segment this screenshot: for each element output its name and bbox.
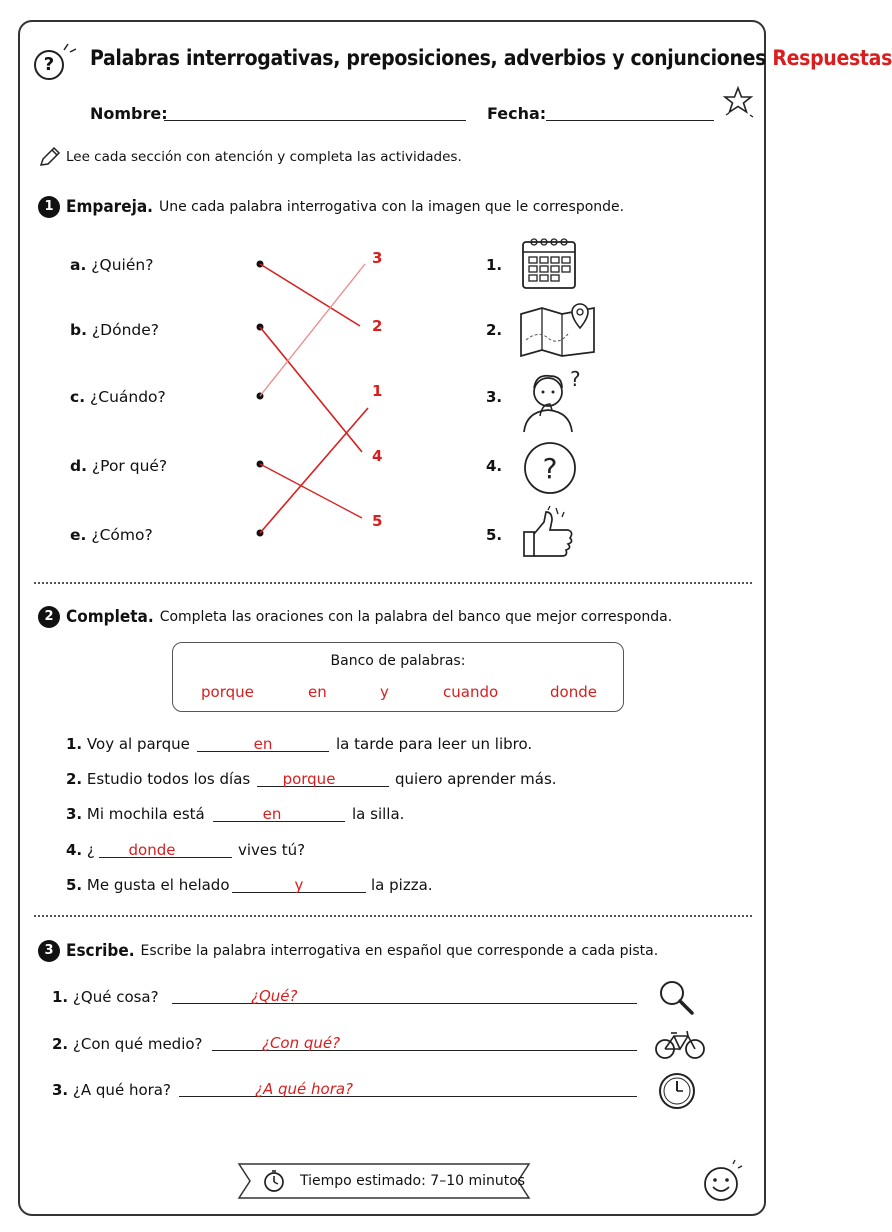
sentence-end: la tarde para leer un libro.	[336, 735, 533, 753]
blank-answer: y	[294, 876, 304, 894]
magnifier-icon	[656, 978, 696, 1018]
star-icon	[722, 84, 756, 118]
sentence-4: 4. ¿	[66, 841, 95, 859]
bank-word: y	[380, 683, 389, 701]
section1-heading	[38, 196, 624, 218]
question-mark-icon	[522, 440, 578, 496]
footer-text: Tiempo estimado: 7–10 minutos	[300, 1173, 526, 1189]
clue-2: 2. ¿Con qué medio?	[52, 1035, 203, 1053]
title-main: Palabras interrogativas, preposiciones, adverbios y conjunciones	[90, 46, 767, 70]
answer-mark: 1	[372, 382, 383, 400]
sentence-3: 3. Mi mochila está	[66, 805, 205, 823]
line-d-5	[260, 464, 362, 518]
stopwatch-icon	[262, 1169, 286, 1193]
name-line[interactable]	[164, 120, 466, 121]
picture-number: 5.	[486, 526, 503, 544]
answer-line[interactable]	[172, 1003, 637, 1004]
thumbs-up-icon	[520, 504, 580, 562]
sentence-1: 1. Voy al parque	[66, 735, 190, 753]
section1-title: Empareja.	[66, 197, 153, 217]
match-item-d: d. ¿Por qué?	[70, 457, 168, 475]
section1-text: Une cada palabra interrogativa con la imagen que le corresponde.	[158, 199, 625, 215]
picture-number: 1.	[486, 256, 503, 274]
picture-number: 4.	[486, 457, 503, 475]
section1-number: 1	[38, 196, 60, 218]
svg-text:?: ?	[542, 452, 558, 485]
line-a-2	[260, 264, 360, 326]
instructions: Lee cada sección con atención y completa las actividades.	[66, 149, 462, 165]
sentence-5: 5. Me gusta el helado	[66, 876, 230, 894]
date-label: Fecha:	[487, 104, 547, 123]
sentence-end: quiero aprender más.	[395, 770, 557, 788]
match-item-b: b. ¿Dónde?	[70, 321, 159, 339]
bicycle-icon	[654, 1028, 706, 1062]
section3-heading	[38, 940, 658, 962]
blank-answer: en	[262, 805, 282, 823]
name-label: Nombre:	[90, 104, 168, 123]
section2-number: 2	[38, 606, 60, 628]
answer-mark: 4	[372, 447, 383, 465]
question-bubble-icon: ?	[34, 50, 64, 80]
match-item-a: a. ¿Quién?	[70, 256, 154, 274]
word-bank	[172, 642, 624, 712]
picture-number: 2.	[486, 321, 503, 339]
clue-answer: ¿Con qué?	[262, 1034, 341, 1052]
blank-answer: en	[253, 735, 273, 753]
thinking-person-icon	[518, 364, 588, 434]
blank-answer: porque	[282, 770, 336, 788]
clue-answer: ¿A qué hora?	[255, 1080, 354, 1098]
section3-text: Escribe la palabra interrogativa en español que corresponde a cada pista.	[140, 943, 659, 959]
sparkle-icon	[60, 40, 80, 60]
matching-lines	[240, 240, 390, 550]
clue-1: 1. ¿Qué cosa?	[52, 988, 159, 1006]
match-item-e: e. ¿Cómo?	[70, 526, 153, 544]
section2-heading	[38, 606, 672, 628]
bank-word: donde	[550, 683, 597, 701]
section-divider	[34, 915, 752, 917]
clue-answer: ¿Qué?	[251, 987, 298, 1005]
answer-line[interactable]	[179, 1096, 637, 1097]
page-title	[90, 46, 892, 70]
section3-number: 3	[38, 940, 60, 962]
bank-word: cuando	[443, 683, 499, 701]
clock-icon	[657, 1071, 697, 1111]
line-e-1	[260, 408, 368, 533]
section2-text: Completa las oraciones con la palabra del banco que mejor corresponda.	[159, 609, 673, 625]
picture-number: 3.	[486, 388, 503, 406]
sentence-2: 2. Estudio todos los días	[66, 770, 251, 788]
date-line[interactable]	[546, 120, 714, 121]
word-bank-title: Banco de palabras:	[330, 653, 466, 669]
section-divider	[34, 582, 752, 584]
answer-mark: 2	[372, 317, 383, 335]
map-icon	[518, 300, 598, 358]
sentence-end: la silla.	[352, 805, 405, 823]
answer-mark: 3	[372, 249, 383, 267]
clue-3: 3. ¿A qué hora?	[52, 1081, 171, 1099]
section3-title: Escribe.	[66, 941, 135, 961]
match-item-c: c. ¿Cuándo?	[70, 388, 166, 406]
title-answers: Respuestas	[772, 46, 892, 70]
bank-word: en	[308, 683, 327, 701]
pencil-icon	[38, 146, 62, 168]
sentence-end: la pizza.	[371, 876, 433, 894]
bank-word: porque	[201, 683, 254, 701]
section2-title: Completa.	[66, 607, 154, 627]
line-c-3	[260, 264, 365, 396]
smiley-icon	[700, 1158, 746, 1204]
calendar-icon	[520, 236, 578, 292]
blank-answer: donde	[128, 841, 176, 859]
sentence-end: vives tú?	[238, 841, 306, 859]
answer-mark: 5	[372, 512, 383, 530]
svg-text:?: ?	[570, 367, 581, 391]
